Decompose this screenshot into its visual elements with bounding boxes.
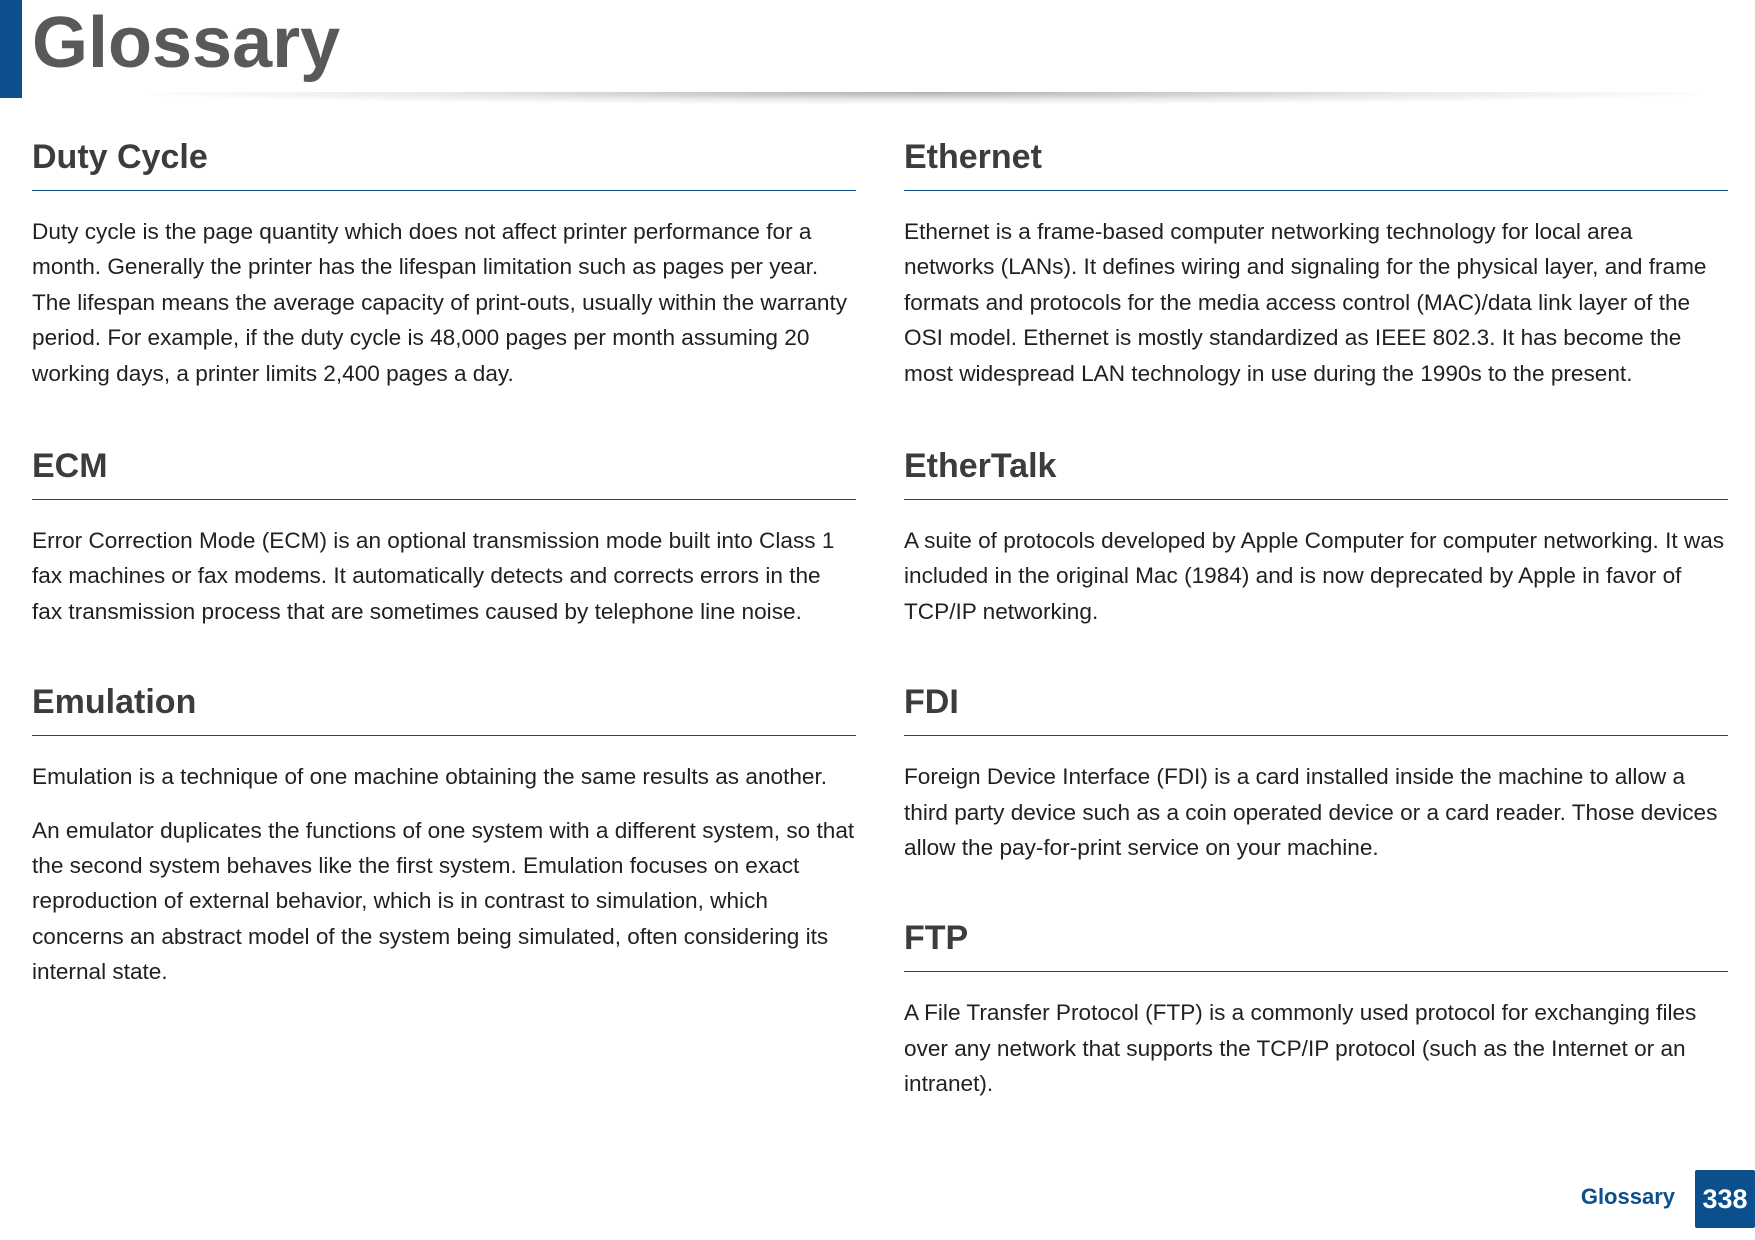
section-body [904,759,1728,865]
page-title: Glossary [32,3,341,83]
paragraph: Foreign Device Interface (FDI) is a card installed inside the machine to allow a third party device such as a coin operated device or a card reader. Those devices allow the pay-for-print service on your machine. [904,764,1718,861]
section-fdi [904,679,1728,865]
section-heading: Emulation [32,679,856,736]
right-column [904,134,1728,1102]
paragraph: A File Transfer Protocol (FTP) is a commonly used protocol for exchanging files over any network that supports the TCP/IP protocol (such as the Internet or an intranet). [904,1000,1697,1097]
section-heading: EtherTalk [904,443,1728,500]
section-heading: Duty Cycle [32,134,856,191]
section-ecm [32,443,856,629]
section-body [904,995,1728,1101]
section-ftp [904,915,1728,1101]
paragraph: An emulator duplicates the functions of one system with a different system, so that the second system behaves like the first system. Emulation focuses on exact reproduction of external behavior, which is in contrast to simulation, which concerns an abstract model of the system being simulated, often considering its internal state. [32,817,855,985]
section-body [32,523,856,629]
section-heading: FDI [904,679,1728,736]
section-heading: FTP [904,915,1728,972]
paragraph: Duty cycle is the page quantity which does not affect printer performance for a month. Generally the printer has the lifespan limitation such as pages per year. The lifespan means the average capacity of print-outs, usually within the warranty period. For example, if the duty cycle is 48,000 pages per month assuming 20 working days, a printer limits 2,400 pages a day. [32,219,848,386]
section-heading: ECM [32,443,856,500]
section-body [904,214,1728,391]
section-emulation [32,679,856,989]
paragraph: A suite of protocols developed by Apple Computer for computer networking. It was included in the original Mac (1984) and is now deprecated by Apple in favor of TCP/IP networking. [904,528,1725,624]
page-number-badge: 338 [1695,1170,1755,1228]
title-divider [150,92,1700,104]
paragraph: Ethernet is a frame-based computer networking technology for local area networks (LANs). It defines wiring and signaling for the physical layer, and frame formats and protocols for the media access control (MAC)/data link layer of the OSI model. Ethernet is mostly standardized as IEEE 802.3. It has become the most widespread LAN technology in use during the 1990s to the present. [904,219,1707,386]
footer-section-label: Glossary [1580,1184,1675,1209]
section-body [904,523,1728,629]
left-column [32,134,856,990]
section-body [32,759,856,989]
paragraph: Error Correction Mode (ECM) is an optional transmission mode built into Class 1 fax machines or fax modems. It automatically detects and corrects errors in the fax transmission process that are sometimes caused by telephone line noise. [32,528,835,624]
section-ethertalk [904,443,1728,629]
section-ethernet [904,134,1728,391]
paragraph: Emulation is a technique of one machine obtaining the same results as another. [32,764,828,790]
section-body [32,214,856,391]
section-duty-cycle [32,134,856,391]
title-accent-bar [0,0,22,98]
section-heading: Ethernet [904,134,1728,191]
